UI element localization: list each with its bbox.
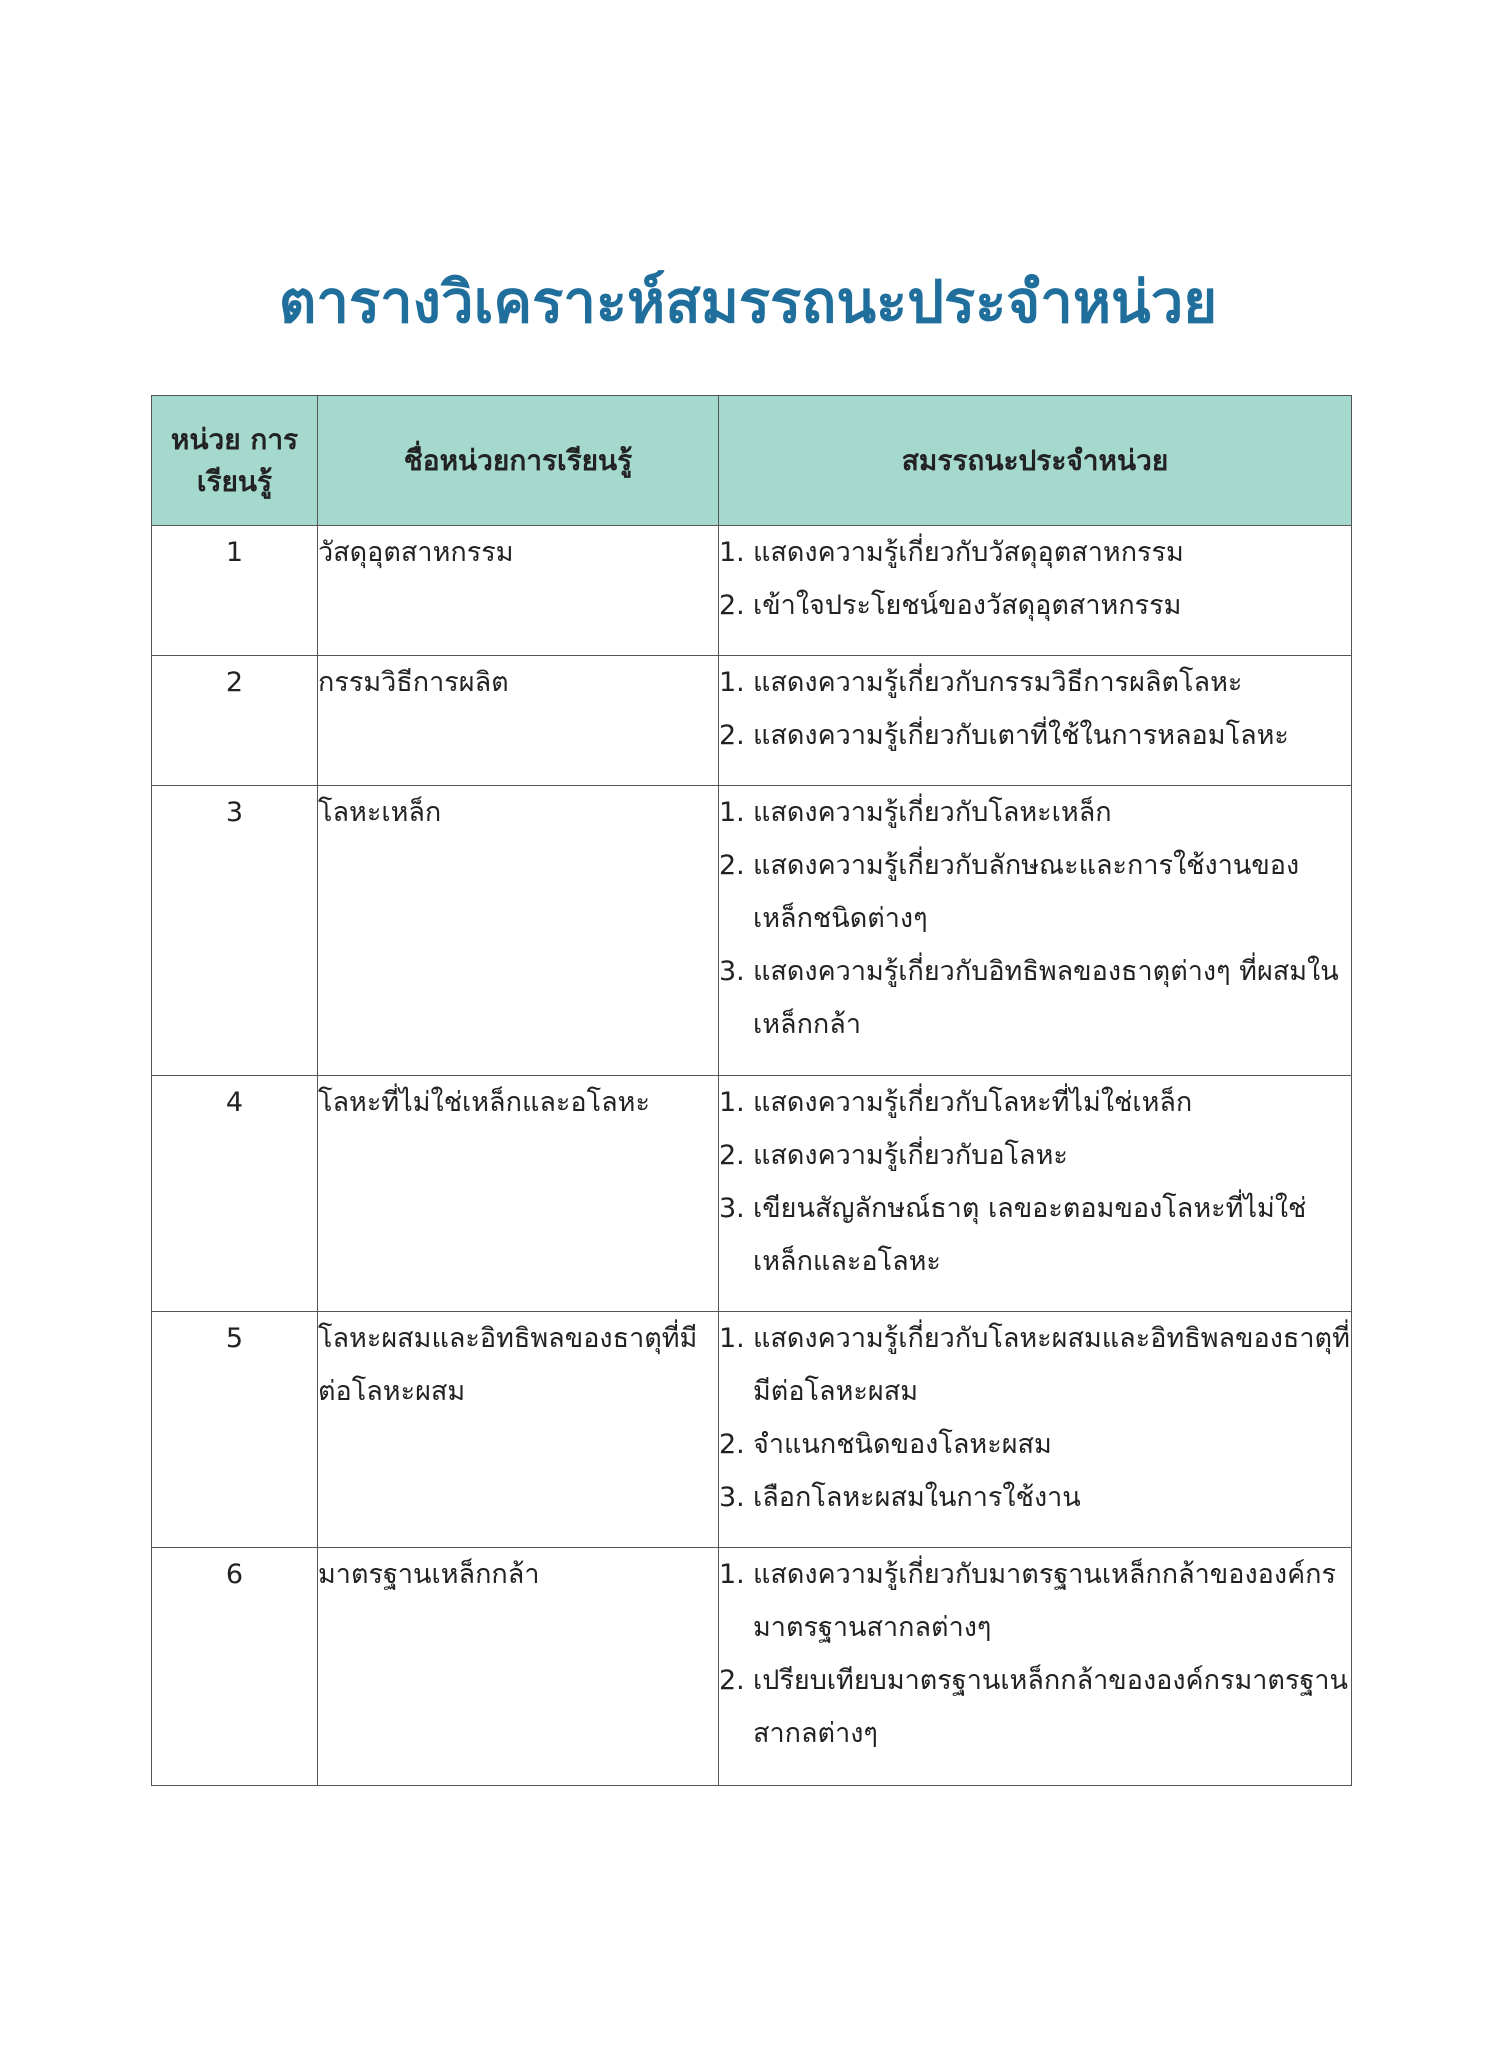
competency-text: แสดงความรู้เกี่ยวกับโลหะผสมและอิทธิพลของธาตุที่มีต่อโลหะผสม [753,1323,1350,1407]
header-unit-name: ชื่อหน่วยการเรียนรู้ [318,396,719,526]
competency-number: 1. [719,797,745,828]
competency-number: 3. [719,1482,745,1513]
competency-item [719,1182,1351,1288]
competency-list [719,656,1351,762]
competency-text: เปรียบเทียบมาตรฐานเหล็กกล้าขององค์กรมาตรฐานสากลต่างๆ [753,1665,1348,1749]
competency-number: 2. [719,850,745,881]
unit-competencies [719,656,1352,786]
table-header [152,396,1352,526]
unit-name: วัสดุอุตสาหกรรม [318,526,719,656]
unit-number: 1 [152,526,318,656]
competency-number: 1. [719,1323,745,1354]
competency-item [719,1548,1351,1654]
unit-competencies [719,1312,1352,1548]
competency-item [719,1312,1351,1418]
competency-list [719,786,1351,1051]
unit-number: 2 [152,656,318,786]
competency-item [719,656,1351,709]
competency-item [719,1129,1351,1182]
header-competency: สมรรถนะประจำหน่วย [719,396,1352,526]
competency-item [719,1076,1351,1129]
unit-name: มาตรฐานเหล็กกล้า [318,1548,719,1786]
unit-competencies [719,526,1352,656]
table-row [152,656,1352,786]
competency-number: 2. [719,1429,745,1460]
competency-item [719,1654,1351,1760]
competency-item [719,945,1351,1051]
table-row [152,1076,1352,1312]
competency-text: แสดงความรู้เกี่ยวกับเตาที่ใช้ในการหลอมโลหะ [753,720,1289,751]
page-title: ตารางวิเคราะห์สมรรถนะประจำหน่วย [278,268,1218,336]
header-row [152,396,1352,526]
unit-name: โลหะผสมและอิทธิพลของธาตุที่มีต่อโลหะผสม [318,1312,719,1548]
competency-text: จำแนกชนิดของโลหะผสม [753,1429,1052,1460]
competency-text: เข้าใจประโยชน์ของวัสดุอุตสาหกรรม [753,590,1182,621]
header-unit: หน่วย การเรียนรู้ [152,396,318,526]
competency-text: แสดงความรู้เกี่ยวกับลักษณะและการใช้งานของเหล็กชนิดต่างๆ [753,850,1300,934]
competency-number: 1. [719,1087,745,1118]
competency-text: แสดงความรู้เกี่ยวกับกรรมวิธีการผลิตโลหะ [753,667,1243,698]
competency-text: แสดงความรู้เกี่ยวกับวัสดุอุตสาหกรรม [753,537,1184,568]
competency-item [719,579,1351,632]
competency-number: 2. [719,590,745,621]
table-row [152,1548,1352,1786]
competency-number: 1. [719,537,745,568]
unit-number: 5 [152,1312,318,1548]
competency-text: เขียนสัญลักษณ์ธาตุ เลขอะตอมของโลหะที่ไม่ใช่เหล็กและอโลหะ [753,1193,1307,1277]
competency-item [719,709,1351,762]
competency-item [719,1471,1351,1524]
competency-list [719,1312,1351,1524]
competency-item [719,526,1351,579]
competency-text: แสดงความรู้เกี่ยวกับมาตรฐานเหล็กกล้าขององค์กรมาตรฐานสากลต่างๆ [753,1559,1336,1643]
competency-text: แสดงความรู้เกี่ยวกับอโลหะ [753,1140,1068,1171]
unit-competencies [719,786,1352,1076]
competency-number: 3. [719,1193,745,1224]
competency-text: แสดงความรู้เกี่ยวกับอิทธิพลของธาตุต่างๆ ที่ผสมในเหล็กกล้า [753,956,1339,1040]
competency-item [719,1418,1351,1471]
competency-number: 2. [719,720,745,751]
competency-item [719,786,1351,839]
unit-number: 4 [152,1076,318,1312]
unit-name: กรรมวิธีการผลิต [318,656,719,786]
unit-name: โลหะที่ไม่ใช่เหล็กและอโลหะ [318,1076,719,1312]
unit-competencies [719,1548,1352,1786]
competency-number: 1. [719,667,745,698]
competency-text: แสดงความรู้เกี่ยวกับโลหะที่ไม่ใช่เหล็ก [753,1087,1193,1118]
competency-table [151,395,1352,1786]
competency-text: แสดงความรู้เกี่ยวกับโลหะเหล็ก [753,797,1112,828]
competency-number: 1. [719,1559,745,1590]
unit-number: 3 [152,786,318,1076]
competency-text: เลือกโลหะผสมในการใช้งาน [753,1482,1081,1513]
competency-list [719,1548,1351,1760]
competency-list [719,1076,1351,1288]
unit-number: 6 [152,1548,318,1786]
competency-number: 2. [719,1665,745,1696]
table-row [152,1312,1352,1548]
competency-number: 2. [719,1140,745,1171]
table-row [152,786,1352,1076]
competency-item [719,839,1351,945]
table-row [152,526,1352,656]
competency-number: 3. [719,956,745,987]
table-body [152,526,1352,1786]
unit-name: โลหะเหล็ก [318,786,719,1076]
unit-competencies [719,1076,1352,1312]
competency-list [719,526,1351,632]
